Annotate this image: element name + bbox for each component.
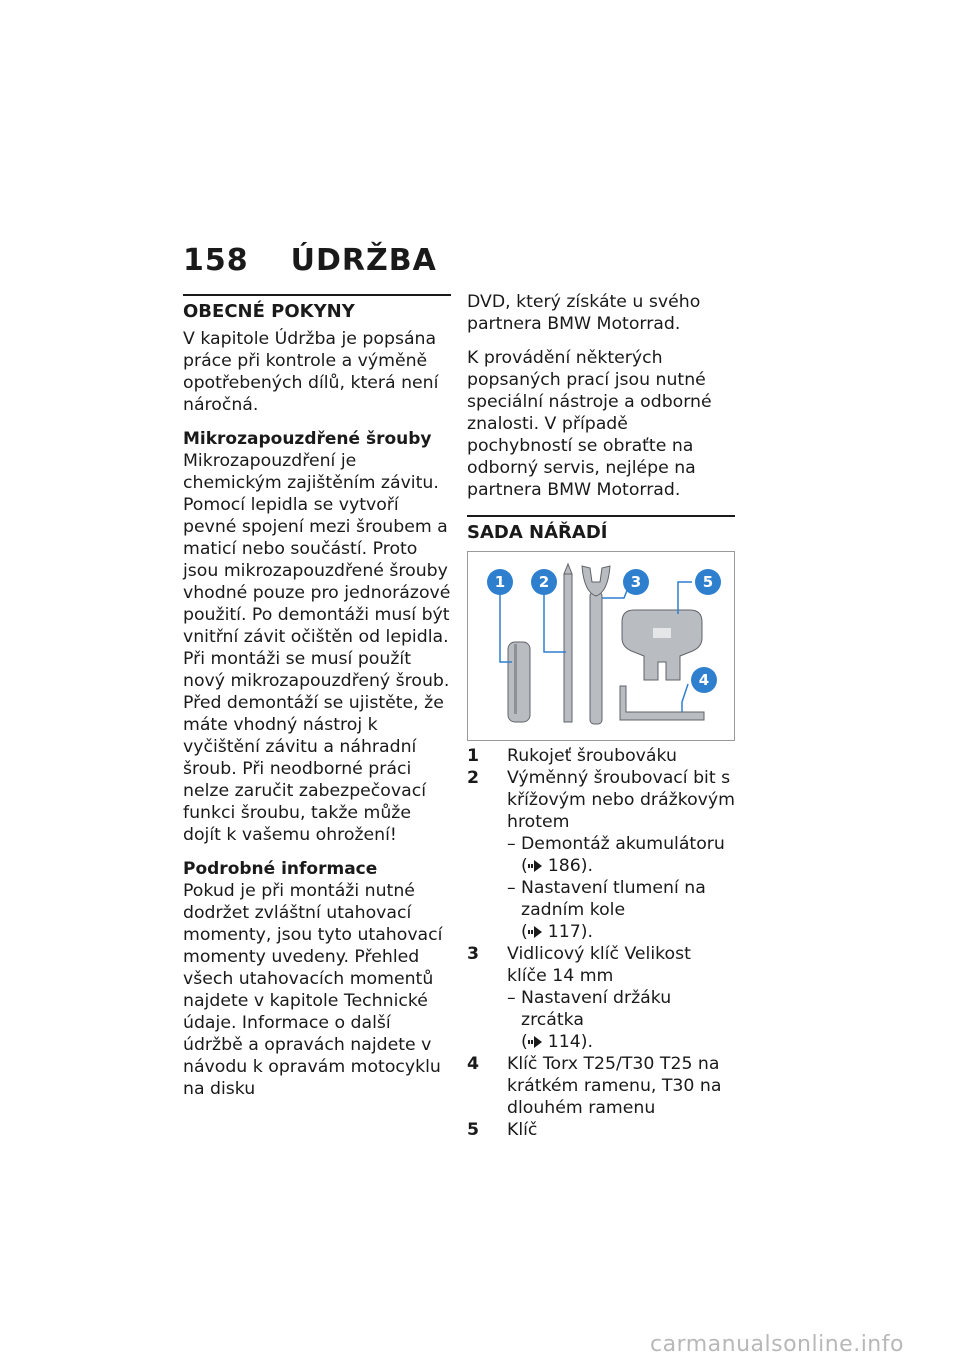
arrow-right-icon bbox=[528, 1036, 542, 1048]
callout-label-2: 2 bbox=[538, 573, 550, 591]
sub-item bbox=[467, 877, 735, 921]
section-title-general: OBECNÉ POKYNY bbox=[183, 301, 355, 322]
sub-item-text: Nastavení držáku zrcátka bbox=[521, 988, 672, 1030]
ref-paren: ( bbox=[521, 856, 528, 876]
page-reference[interactable] bbox=[467, 1031, 735, 1053]
callout-label-3: 3 bbox=[630, 573, 642, 591]
left-column bbox=[183, 294, 451, 1112]
list-item bbox=[467, 1053, 735, 1119]
page-reference[interactable] bbox=[467, 855, 735, 877]
toolkit-list bbox=[467, 745, 735, 1141]
item-text: Výměnný šroubovací bit s křížovým nebo drážkovým hrotem bbox=[507, 768, 735, 832]
wrench-head bbox=[582, 566, 610, 596]
section-title-toolkit: SADA NÁŘADÍ bbox=[467, 522, 608, 543]
item-number: 1 bbox=[467, 746, 480, 766]
dash: – bbox=[507, 878, 516, 898]
callout-label-1: 1 bbox=[494, 573, 506, 591]
item-number: 3 bbox=[467, 944, 480, 964]
ref-page: 114). bbox=[547, 1032, 593, 1052]
ref-paren: ( bbox=[521, 922, 528, 942]
special-tools-paragraph: K provádění některých popsaných prací jsou nutné speciální nástroje a odborné znalosti. V případě pochybností se obraťte na odborný servis, nejlépe na partnera BMW Motorrad. bbox=[467, 348, 712, 500]
ref-page: 186). bbox=[547, 856, 593, 876]
detail-info-heading: Podrobné informace bbox=[183, 859, 378, 879]
bit-tip bbox=[564, 564, 572, 574]
page-reference[interactable] bbox=[467, 921, 735, 943]
page-number: 158 bbox=[183, 243, 249, 278]
micro-screws-heading: Mikrozapouzdřené šrouby bbox=[183, 429, 432, 449]
dvd-paragraph: DVD, který získáte u svého partnera BMW Motorrad. bbox=[467, 292, 701, 334]
list-item bbox=[467, 1119, 735, 1141]
callout-label-5: 5 bbox=[702, 573, 714, 591]
item-number: 5 bbox=[467, 1120, 480, 1140]
sub-item-text: Demontáž akumulátoru bbox=[521, 834, 725, 854]
list-item bbox=[467, 767, 735, 833]
item-text: Vidlicový klíč Velikost klíče 14 mm bbox=[507, 944, 691, 986]
item-text: Rukojeť šroubováku bbox=[507, 746, 677, 766]
leader-line-3 bbox=[602, 588, 628, 598]
micro-screws-paragraph: Mikrozapouzdření je chemickým zajištěním závitu. Pomocí lepidla se vytvoří pevné spojení mezi šroubem a maticí nebo součástí. Proto jsou mikrozapouzdřené šrouby vhodné pouze pro jednorázové použití. Po demontáži musí být vnitřní závit očištěn od lepidla. Při montáži se musí použít nový mikrozapouzdřený šroub. Před demontáží se ujistěte, že máte vhodný nástroj k vyčištění závitu a náhradní šroub. Při neodborné práci nelze zaručit zabezpečovací funkci šroubu, takže může dojít k vašemu ohrožení! bbox=[183, 451, 451, 845]
dash: – bbox=[507, 834, 516, 854]
leader-line-5 bbox=[678, 582, 692, 614]
dash: – bbox=[507, 988, 516, 1008]
watermark: carmanualsonline.info bbox=[650, 1332, 904, 1357]
item-text: Klíč bbox=[507, 1120, 538, 1140]
arrow-right-icon bbox=[528, 860, 542, 872]
page-header bbox=[183, 243, 437, 278]
chapter-title: ÚDRŽBA bbox=[290, 243, 437, 278]
t-key-label-plate bbox=[653, 628, 671, 638]
sub-item bbox=[467, 833, 735, 855]
item-number: 4 bbox=[467, 1054, 480, 1074]
ref-paren: ( bbox=[521, 1032, 528, 1052]
detail-info-paragraph: Pokud je při montáži nutné dodržet zvláštní utahovací momenty, jsou tyto utahovací momenty uvedeny. Přehled všech utahovacích momentů najdete v kapitole Technické údaje. Informace o další údržbě a opravách najdete v návodu k opravám motocyklu na disku bbox=[183, 881, 443, 1099]
wrench-shape bbox=[590, 592, 602, 724]
callout-label-4: 4 bbox=[698, 671, 710, 689]
arrow-right-icon bbox=[528, 926, 542, 938]
toolkit-illustration bbox=[468, 552, 734, 740]
ref-page: 117). bbox=[547, 922, 593, 942]
bit-shape bbox=[564, 574, 572, 722]
list-item bbox=[467, 745, 735, 767]
section-rule bbox=[183, 294, 451, 296]
leader-line-4 bbox=[682, 684, 688, 712]
handle-groove bbox=[514, 644, 517, 714]
section-rule bbox=[467, 515, 735, 517]
t-key-shape bbox=[622, 610, 702, 680]
leader-line-2 bbox=[544, 590, 566, 652]
screwdriver-handle-shape bbox=[508, 642, 530, 722]
right-column bbox=[467, 291, 735, 1141]
intro-paragraph: V kapitole Údržba je popsána práce při kontrole a výměně opotřebených dílů, která není náročná. bbox=[183, 329, 439, 415]
list-item bbox=[467, 943, 735, 987]
sub-item bbox=[467, 987, 735, 1031]
item-number: 2 bbox=[467, 768, 480, 788]
torx-key-shape bbox=[620, 686, 704, 720]
sub-item-text: Nastavení tlumení na zadním kole bbox=[521, 878, 706, 920]
item-text: Klíč Torx T25/T30 T25 na krátkém ramenu, T30 na dlouhém ramenu bbox=[507, 1054, 722, 1118]
toolkit-image bbox=[467, 551, 735, 741]
